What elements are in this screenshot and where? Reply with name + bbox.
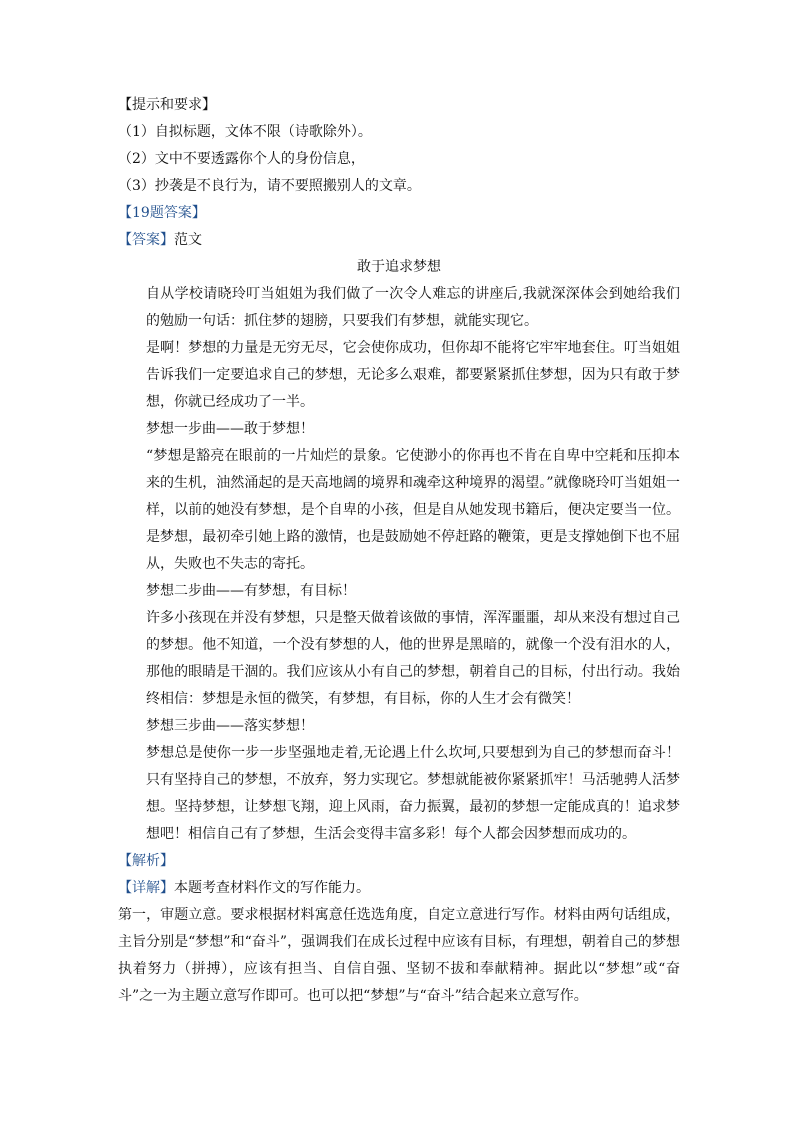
- detail-label: 【详解】: [118, 880, 174, 896]
- answer-line: [118, 227, 680, 254]
- answer-label: 【答案】: [118, 232, 174, 248]
- essay-paragraph-4: 许多小孩现在并没有梦想，只是整天做着该做的事情，浑浑噩噩，却从来没有想过自己的梦想。他不知道，一个没有梦想的人，他的世界是黑暗的，就像一个没有泪水的人，那他的眼睛是干涸的。我们应该从小有自己的梦想，朝着自己的目标，付出行动。我始终相信：梦想是永恒的微笑，有梦想，有目标，你的人生才会有微笑！: [146, 610, 680, 707]
- essay-heading-3: 梦想三步曲——落实梦想！: [146, 718, 314, 734]
- essay-paragraph-1: 自从学校请晓玲叮当姐姐为我们做了一次令人难忘的讲座后,我就深深体会到她给我们的勉励一句话：抓住梦的翅膀，只要我们有梦想，就能实现它。: [146, 286, 680, 329]
- essay-paragraph-3: “梦想是豁亮在眼前的一片灿烂的景象。它使渺小的你再也不肯在自卑中空耗和压抑本来的生机，油然涌起的是天高地阔的境界和魂牵这种境界的渴望。”就像晓玲叮当姐姐一样，以前的她没有梦想，是个自卑的小孩，但是自从她发现书籍后，便决定要当一位。是梦想，最初牵引她上路的激情，也是鼓励她不停赶路的鞭策，更是支撑她倒下也不屈从，失败也不失志的寄托。: [146, 448, 680, 572]
- document-content: [118, 92, 680, 1010]
- detail-line: [118, 875, 680, 902]
- essay-paragraph-5: 梦想总是使你一步一步坚强地走着,无论遇上什么坎坷,只要想到为自己的梦想而奋斗！只有坚持自己的梦想，不放弃，努力实现它。梦想就能被你紧紧抓牢！马活驰骋人活梦想。坚持梦想，让梦想飞翔，迎上风雨，奋力振翼，最初的梦想一定能成真的！追求梦想吧！相信自己有了梦想，生活会变得丰富多彩！每个人都会因梦想而成功的。: [146, 745, 680, 842]
- essay-paragraph-2: 是啊！梦想的力量是无穷无尽，它会使你成功，但你却不能将它牢牢地套住。叮当姐姐告诉我们一定要追求自己的梦想，无论多么艰难，都要紧紧抓住梦想，因为只有敢于梦想，你就已经成功了一半。: [146, 340, 680, 410]
- requirement-1: （1）自拟标题，文体不限（诗歌除外）。: [118, 124, 372, 140]
- essay-heading-1: 梦想一步曲——敢于梦想！: [146, 421, 314, 437]
- detail-text: 本题考查材料作文的写作能力。: [174, 880, 370, 896]
- hints-title: 【提示和要求】: [118, 97, 216, 113]
- requirement-3: （3）抄袭是不良行为，请不要照搬别人的文章。: [118, 178, 421, 194]
- answer-text: 范文: [174, 232, 202, 248]
- analysis-heading: 【解析】: [118, 853, 174, 869]
- essay-heading-2: 梦想二步曲——有梦想，有目标！: [146, 583, 356, 599]
- requirement-2: （2）文中不要透露你个人的身份信息，: [118, 151, 365, 167]
- analysis-paragraph: 第一，审题立意。要求根据材料寓意任选选角度，自定立意进行写作。材料由两句话组成，主旨分别是“梦想”和“奋斗”，强调我们在成长过程中应该有目标，有理想，朝着自己的梦想执着努力（拼搏），应该有担当、自信自强、坚韧不拔和奉献精神。据此以“梦想”或“奋斗”之一为主题立意写作即可。也可以把“梦想”与“奋斗”结合起来立意写作。: [118, 907, 680, 1004]
- answer-question-heading: 【19题答案】: [118, 205, 206, 221]
- essay-title: 敢于追求梦想: [357, 259, 441, 275]
